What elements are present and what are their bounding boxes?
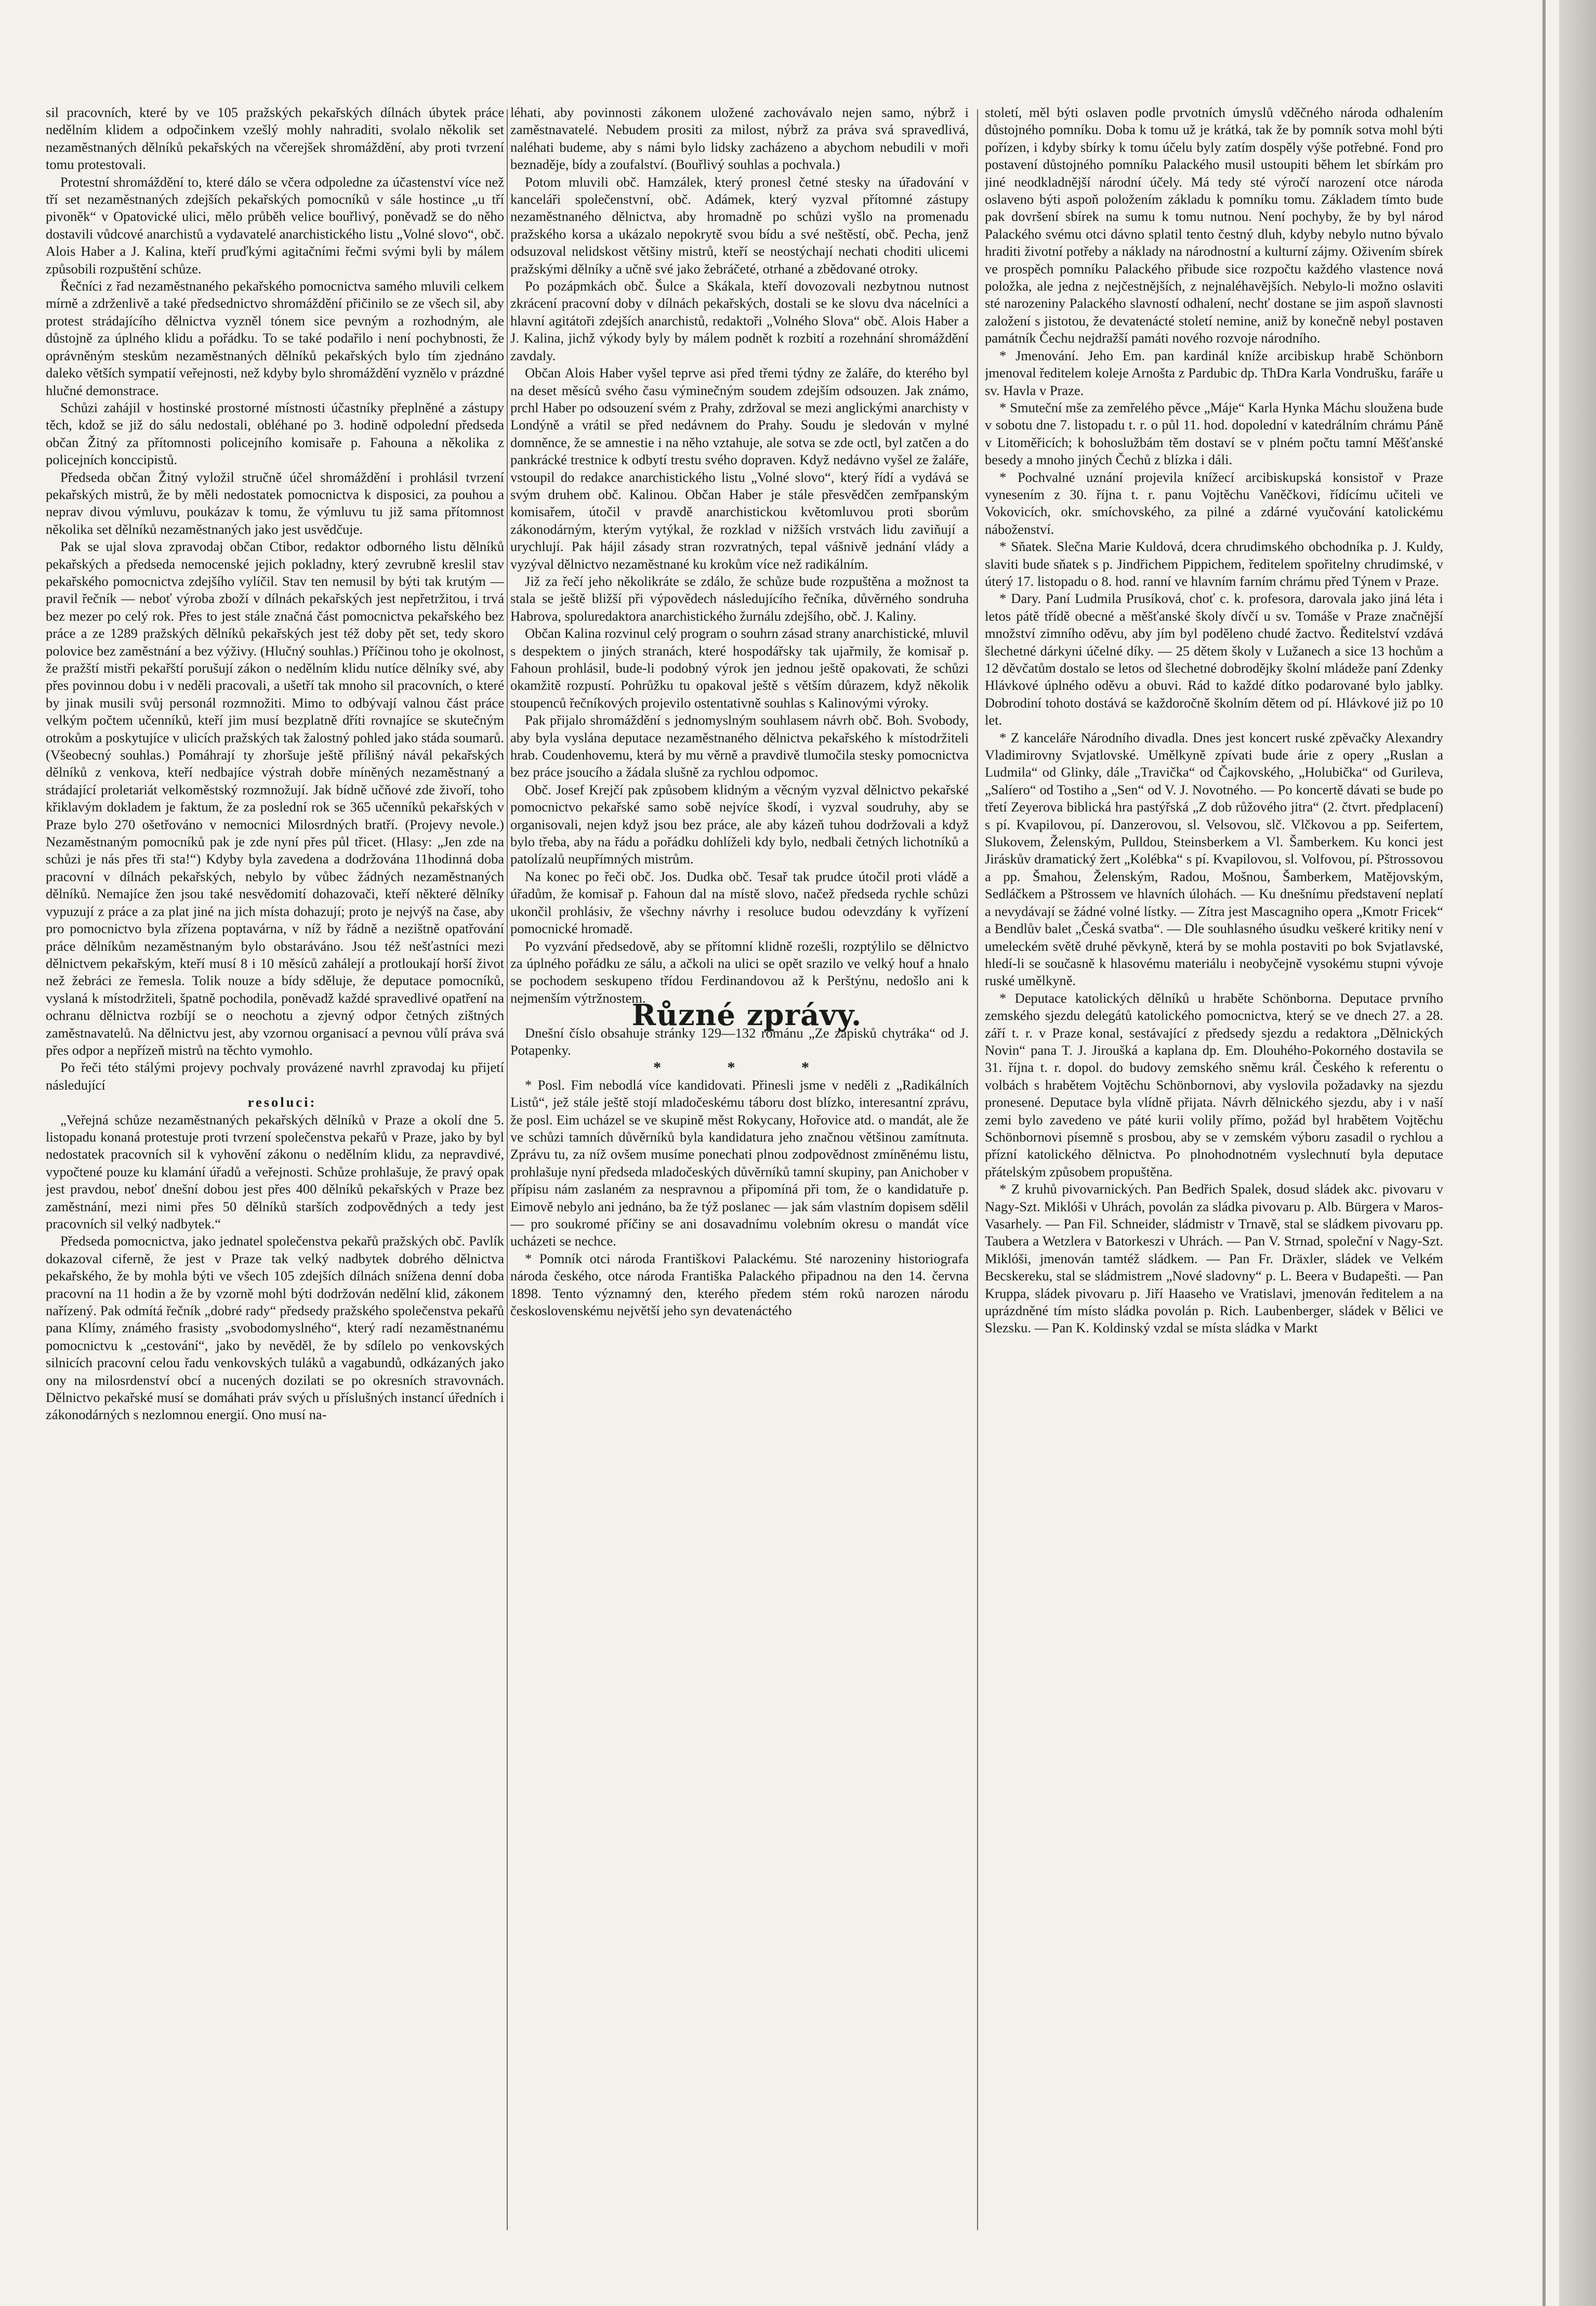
news-item: * Smuteční mše za zemřelého pěvce „Máje“ Karla Hynka Máchu sloužena bude v sobotu dne 7. listopadu t. r. o půl 11. hod. dopolední v katedrálním chrámu Páně v Litoměřicích; k bohoslužbám těm dostaví se v plném počtu tamní Měšťanské besedy a mnoho jiných Čechů z blízka i dáli. — [985, 399, 1443, 468]
paragraph: Předseda pomocnictva, jako jednatel společenstva pekařů pražských obč. Pavlík dokazoval ciferně, že jest v Praze tak velký nadbytek dobrého dělnictva pekařského, že by mohla býti ve všech 105 zdejších dílnách snížena denní doba pracovní na 11 hodin a že by vzorně mohl býti dodržován nedělní klid, zákonem nařízený. Pak odmítá řečník „dobré rady“ předsedy pražského společenstva pekařů pana Klímy, známého frasisty „svobodomyslného“, který radí nezaměstnanému pomocnictvu k „cestování“, jako by nevěděl, že by sdílelo po venkovských silnicích pracovní celou řadu venkovských tuláků a vagabundů, odkázaných jako ony na milosrdenství obcí a nucených dozilati se po okresních stravovnách. Dělnictvo pekařské musí se domáhati práv svých u příslušných instancí úředních i zákonodárných s nezlomnou energií. Ono musí na- — [46, 1233, 504, 1423]
news-item: * Z kanceláře Národního divadla. Dnes jest koncert ruské zpěvačky Alexandry Vladimirovny Svjatlovské. Umělkyně zpívati bude árie z opery „Ruslan a Ludmila“ od Glinky, dále „Travička“ od Čajkovského, „Holubička“ od Gurileva, „Salíero“ od Tostiho a „Sen“ od V. J. Novotného. — Po koncertě dávati se bude po třetí Zeyerova biblická hra pastýřská „Z dob růžového jitra“ (2. čtvrt. předplacení) s pí. Kvapilovou, pí. Danzerovou, sl. Velsovou, slč. Vlčkovou a pp. Seifertem, Slukovem, Želenským, Pulldou, Steinsberkem a Vl. Šamberkem. Ku konci jest Jiráskův dramatický žert „Kolébka“ s pí. Kvapilovou, sl. Volfovou, pí. Pštrossovou a pp. Šmahou, Želenským, Radou, Mošnou, Šamberkem, Matějovským, Sedláčkem a Pštrossem ve hlavních úlohách. — Ku dnešnímu představení neplatí a nevydávají se žádné volné lístky. — Zítra jest Mascagniho opera „Kmotr Fricek“ a Bendlův balet „Česká svatba“. — Dle souhlasného úsudku veškeré kritiky není v umeleckém světě druhé pěvkyně, která by se mohla postaviti po bok Svjatlavské, hledí-li se současně k hlasovému materiálu i neobyčejně vysokému stupni vývoje ruské umělkyně. — [985, 729, 1443, 989]
paragraph: Po řeči této stálými projevy pochvaly provázené navrhl zpravodaj ku přijetí následující — [46, 1059, 504, 1093]
column-1 — [46, 104, 504, 2256]
paragraph: Předseda občan Žitný vyložil stručně účel shromáždění i prohlásil tvrzení pekařských mistrů, že by měli nedostatek pomocnictva k disposici, za pouhou a neprav divou výmluvu, poukázav k tomu, že výmluvu tu již sama přítomnost několika set dělníků nezaměstnaných jako jest usvědčuje. — [46, 469, 504, 537]
news-item: * Dary. Paní Ludmila Prusíková, choť c. k. profesora, darovala jako jiná léta i letos pátě třídě obecné a měšťanské školy dívčí u sv. Tomáše v Praze značnější množství zimního oděvu, aby jím byl poděleno chudé žactvo. Ředitelství vzdává šlechetné dárkyni účelné díky. — 25 dětem školy v Lužanech a sice 13 hochům a 12 děvčatům dostalo se letos od šlechetné dobrodějky školní mládeže paní Zdenky Hlávkové úplného oděvu a obuvi. Rád to každé dítko podarované bylo jablky. Dobrodiní tohoto dostává se každoročně školním dětem od pí. Hlávkové již po 10 let. — [985, 591, 1443, 728]
paragraph: Občan Alois Haber vyšel teprve asi před třemi týdny ze žaláře, do kterého byl na deset měsíců svého času výminečným soudem zdejším odsouzen. Jak známo, prchl Haber po odsouzení svém z Prahy, zdržoval se mezi anglickými anarchisty v Londýně a vrátil se před nedávnem do Prahy. Soudu je sledován v mylné domněnce, že se amnestie i na něho vztahuje, ale sotva se zde octl, byl zatčen a do pankrácké trestnice k odbytí trestu svého dopraven. Když nedávno vyšel ze žaláře, vstoupil do redakce anarchistického listu „Volné slovo“, který řídí a vydává se svým druhem obč. Kalinou. Občan Haber je stále přesvědčen zemřpanským komisařem, útočil v pravdě anarchistickou květomluvou proti sborům zákonodárným, kterým vytýkal, že rozklad v nižších vrstvách lidu zaviňují a urychlují. Pak hájil zásady stran rozvratných, tepal vášnivě jednání vlády a vyzýval dělnictvo nezaměstnané ku krokům více než radikálním. — [510, 365, 969, 572]
news-item: * Pomník otci národa Františkovi Palackému. Sté narozeniny historiografa národa českého, otce národa Františka Palackého připadnou na den 14. června 1898. Tento významný den, kterého předem stém roků narozen národu československému největší jeho syn devatenáctého — [510, 1250, 969, 1319]
paragraph: léhati, aby povinnosti zákonem uložené zachovávalo nejen samo, nýbrž i zaměstnavatelé. Nebudem prositi za milost, nýbrž za práva svá spravedlivá, naléhati budeme, aby s námi bylo lidsky zacházeno a abychom nebudili v moři beznaděje, bídy a zoufalství. (Bouřlivý souhlas a pochvala.) — [510, 104, 969, 173]
news-item: * Z kruhů pivovarnických. Pan Bedřich Spalek, dosud sládek akc. pivovaru v Nagy-Szt. Miklóši v Uhrách, povolán za sládka pivovaru p. Alb. Bürgera v Maros-Vasarhely. — Pan Fil. Schneider, sládmistr v Trnavě, stal se sládkem pivovaru pp. Taubera a Wetzlera v Batorkeszi v Uhrách. — Pan V. Strnad, společní v Nagy-Szt. Miklóši, jmenován tamtéž sládkem. — Pan Fr. Dräxler, sládek ve Velkém Becskereku, stal se sládmistrem „Nové sladovny“ p. L. Beera v Budapešti. — Pan Kruppa, sládek pivovaru p. Jiří Haaseho ve Vratislavi, jmenován ředitelem a na uprázdněné tím místo sládka povolán p. Rich. Laubenberger, sládek v Bělici ve Slezsku. — Pan K. Koldinský vzdal se místa sládka v Markt — [985, 1181, 1443, 1336]
paragraph: Po pozápmkách obč. Šulce a Skákala, kteří dovozovali nezbytnou nutnost zkrácení pracovní doby v dílnách pekařských, dostali se ke slovu dva nácelníci a hlavní agitátoři zdejších anarchistů, redaktoři „Volného Slova“ obč. Alois Haber a J. Kalina, jichž výkody byly by málem podnět k rozbití a rozehnání shromáždění zavdaly. — [510, 278, 969, 363]
paragraph: Schůzi zahájil v hostinské prostorné místnosti účastníky přeplněné a zástupy těch, kdož se již do sálu nedostali, obléhané po 3. hodině odpolední předseda občan Žitný za přítomnosti policejního komisaře p. Fahouna a několika z policejních konccipistů. — [46, 399, 504, 468]
page-fold-shadow — [1542, 0, 1546, 2306]
page-edge — [1559, 0, 1596, 2306]
paragraph: sil pracovních, které by ve 105 pražských pekařských dílnách úbytek práce nedělním klidem a odpočinkem vzešlý mohly nahraditi, svolalo několik set nezaměstnaných dělníků pekařských na včerejšek shromáždění, aby proti tvrzení tomu protestovali. — [46, 104, 504, 173]
paragraph: Pak se ujal slova zpravodaj občan Ctibor, redaktor odborného listu dělníků pekařských a předseda nemocenské jejich pokladny, který zevrubně kreslil stav pekařského pomocnictva zdejšího vylíčil. Stav ten nemusil by býti tak krutým — pravil řečník — neboť výroba zboží v dílnách pekařských jest nepřetržitou, i trvá bez mezer po celý rok. Přes to jest stále značná část pomocnictva pekařského bez práce a ze 1289 pražských dělníků pekařských jest též doby pět set, tedy skoro polovice bez zaměstnání a bez výživy. (Hlučný souhlas.) Příčinou toho je okolnost, že pražští mistři pekařští porušují zákon o nedělním klidu nutíce dělníky své, aby přes povinnou dobu i v neděli pracovali, a ušetří tak mnoho sil pracovních, o které by jinak musili svůj personál rozmnožiti. Mimo to odbývají valnou část práce velkým počtem učenníků, kteří jim musí bezplatně dříti rovnajíce se skutečným otrokům a poskytujíce v ulicích pražských tak žalostný pohled jako stáda soumarů. (Všeobecný souhlas.) Pomáhrají ty zhoršuje ještě přílišný návál pekařských dělníků z venkova, kteří nedbajíce výstrah dobře míněných nezaměstnaný a strádající proletariát velkoměstský rozmnožují. Jak bídně učňové zde živoří, toho křiklavým dokladem je faktum, že za poslední rok se 365 učenníků pekařských v Praze bylo 270 ošetřováno v nemocnici Milosrdných bratří. (Projevy nevole.) Nezaměstnaným pomocníků pak je zde nyní přes půl třicet. (Hlasy: „Jen zde na schůzi je nás přes tři sta!“) Kdyby byla zavedena a dodržována 11hodinná doba pracovní v dílnách pekařských, nebylo by vůbec žádných nezaměstnaných dělníků. Nemajíce žen jsou také nesvědomití dohazovači, kteří některé dělníky vypuzují z práce a za plat jiné na jich místa dohazují; proto je nejvýš na čase, aby pro pomocnictvo byla zřízena poptavárna, v níž by řádně a nezištně opatřování práce dělníkům nezaměstnaným bylo obstaráváno. Jsou též nešťastníci mezi dělnictvem pekařským, kteří musí 8 i 10 měsíců zahálejí a protloukají horší život než žebráci ze řemesla. Tolik nouze a bídy sděluje, že deputace pomocníků, vyslaná k místodržiteli, špatně pochodila, poněvadž každé spravedlivé opatření na ochranu dělnictva rozbíjí se o neochotu a zjevný odpor četných zištných zaměstnavatelů. Na dělnictvu jest, aby vzornou organisací a pevnou vůlí práva svá přes odpor a nepřízeň mistrů na těchto vymohlo. — [46, 539, 504, 1058]
paragraph: Pak přijalo shromáždění s jednomyslným souhlasem návrh obč. Boh. Svobody, aby byla vyslána deputace nezaměstnaného dělnictva pekařského k místodržiteli hrab. Coudenhovemu, která by mu věrně a pravdivě tlumočila stesky pomocnictva bez práce jsoucího a žádala slušně za rychlou odpomoc. — [510, 712, 969, 780]
section-heading: Různé zprávy. — [631, 998, 862, 1033]
news-item: * Sňatek. Slečna Marie Kuldová, dcera chrudimského obchodníka p. J. Kuldy, slaviti bude sňatek s p. Jindřichem Pippichem, ředitelem spořitelny chrudimské, v úterý 17. listopadu o 8. hod. ranní ve hlavním farním chrámu před Týnem v Praze. — [985, 539, 1443, 589]
column-divider-2 — [977, 109, 978, 2230]
paragraph: Po vyzvání předsedově, aby se přítomní klidně rozešli, rozptýlilo se dělnictvo za úplného pořádku ze sálu, a ačkoli na ulici se opět srazilo ve velký houf a hnalo se pochodem seskupeno třídou Ferdinandovou až k Perštýnu, nedošlo ani k nejmenším výtržnostem. — [510, 938, 969, 1006]
paragraph: Potom mluvili obč. Hamzálek, který pronesl četné stesky na úřadování v kanceláři společenstvní, obč. Adámek, který vyzval přítomné zástupy nezaměstnaného dělnictva, aby hromadně po schůzi vyšlo na promenadu pražského korsa a ukázalo nepokrytě svou bídu a své neštěstí, obč. Pecha, jenž odsuzoval nelidskost většiny mistrů, kteří se neostýchají nechati choditi ulicemi pražskými dělníky a učně své jako žebráčeté, otrhané a zbědované otroky. — [510, 174, 969, 277]
column-divider-1 — [507, 109, 508, 2230]
paragraph: Na konec po řeči obč. Jos. Dudka obč. Tesař tak prudce útočil proti vládě a úřadům, že komisař p. Fahoun dal na místě slovo, načež předseda rychle schůzi ukončil prohlásiv, že všechny návrhy i resoluce budou odevzdány k vyřízení pomocnické hromadě. — [510, 868, 969, 937]
paragraph: Řečníci z řad nezaměstnaného pekařského pomocnictva samého mluvili celkem mírně a zdrženlivě a také předsednictvo shromáždění přičinilo se ze všech sil, aby protest strádajícího dělnictva vyzněl tónem sice pevným a rozhodným, ale důstojně za úplného klidu a pořádku. To se také podařilo i není pochybnosti, že oprávněným steskům nezaměstnaných dělníků pekařských bylo tím zjednáno daleko větších sympatií veřejnosti, než kdyby bylo shromáždění vyznělo v prázdné hlučné demonstrace. — [46, 278, 504, 398]
news-item: * Deputace katolických dělníků u hraběte Schönborna. Deputace prvního zemského sjezdu delegátů katolického pomocnictva, který se ve dnech 27. a 28. září t. r. v Praze konal, sestávající z předsedy sjezdu a redaktora „Dělnických Novin“ pana T. J. Jiroušká a kaplana dp. Em. Dlouhého-Pokorného dostavila se 31. října t. r. dopol. do budovy zemského sněmu král. Českého k referentu o volbách s hrabětem Vojtěchu Schönbornovi, aby vyslovila požadavky na sjezdu pronesené. Deputace byla vlídně přijata. Návrh dělnického sjezdu, aby i v naší zemi bylo zavedeno ve páté kurii volily přímo, požád byl hrabětem Vojtěchu Schönbornovi písemně s prosbou, aby se v zemském výboru zasadil o rychlou a přízní katolického dělnictva. Po plnohodnotném vyslechnutí byla deputace přátelským způsobem propuštěna. — [985, 990, 1443, 1180]
resolution-heading: resoluci: — [247, 1094, 317, 1110]
paragraph: Občan Kalina rozvinul celý program o souhrn zásad strany anarchistické, mluvil s despektem o jiných stranách, které hospodářsky tak ujařmily, že komisař p. Fahoun prohlásil, bude-li podobný výrok jen jednou ještě opakovati, že schůzi okamžitě rozpustí. Pohrůžku tu opakoval ještě s větším důrazem, když několik stoupenců řečníkových projevilo ostentativně souhlas s Kalinovými výroky. — [510, 625, 969, 711]
news-item: * Jmenování. Jeho Em. pan kardinál kníže arcibiskup hrabě Schönborn jmenoval ředitelem koleje Arnošta z Pardubic dp. ThDra Karla Vondrušku, faráře u sv. Havla v Praze. — [985, 347, 1443, 398]
paragraph: Již za řečí jeho několikráte se zdálo, že schůze bude rozpuštěna a možnost ta stala se ještě bližší při výpovědech následujícího řečníka, důvěrného sondruha Habrova, spoluredaktora anarchistického žurnálu zdejšího, obč. J. Kaliny. — [510, 573, 969, 624]
section-intro: Dnešní číslo obsahuje stránky 129—132 románu „Ze zápisků chytráka“ od J. Potapenky. — [510, 1025, 969, 1058]
paragraph: století, měl býti oslaven podle prvotních úmyslů vděčného národa odhalením důstojného pomníku. Doba k tomu už je krátká, tak že by pomník sotva mohl býti pořízen, i kdyby sbírky k tomu účelu byly zatím dospěly výše potřebné. Fond pro postavení důstojného pomníku Palackého musil ustoupiti během let sbírkám pro jiné neodkladnější národní účely. Má tedy sté výročí narození otce národa oslaveno býti aspoň položením základu k pomníku tomu. Základem tímto bude pak dovršení sbírek na sumu k tomu nutnou. Není pochyby, že by byl národ Palackého svému otci dávno splatil tento čestný dluh, kdyby nebylo nutno bývalo hraditi životní potřeby a náklady na národnostní a kulturní zájmy. Oživením sbírek ve prospěch pomníku Palackého přibude sice rozpočtu každého vlastence nová položka, ale jedna z nejčestnějších, z nejnaléhavějších. Nebylo-li možno oslaviti sté narozeniny Palackého slavností odhalení, nechť dostane se jim aspoň slavnosti založení s jistotou, že devatenácté století nemine, aniž by konečně nebyl postaven památník Čechu nejdražší památi nového rozvoje národního. — [985, 104, 1443, 346]
paragraph: „Veřejná schůze nezaměstnaných pekařských dělníků v Praze a okolí dne 5. listopadu konaná protestuje proti tvrzení společenstva pekařů v Praze, jako by byl nedostatek pracovních sil k vyhovění zákonu o nedělním klidu, za nepravdivé, vypočtené pouze ku klamání úřadů a veřejnosti. Schůze prohlašuje, že pravý opak jest pravdou, neboť dnešní dobou jest přes 400 dělníků pekařských v Praze bez zaměstnání, mezi nimi přes 50 dělníků starších zodpovědných a tedy jest pracovních sil velký nadbytek.“ — [46, 1111, 504, 1231]
column-3 — [985, 104, 1443, 2256]
paragraph: Protestní shromáždění to, které dálo se včera odpoledne za účastenství více než tří set nezaměstnaných zdejších pekařských pomocníků v sále hostince „u tří pivoněk“ v Opatovické ulici, mělo průběh velice bouřlivý, poněvadž se do něho dostavili vůdcové anarchistů a vydavatelé anarchistického listu „Volné slovo“, obč. Alois Haber a J. Kalina, kteří pruďkými agitačními řečmi svými byli by málem způsobili rozpuštění schůze. — [46, 174, 504, 277]
section-stars: * * * — [653, 1059, 840, 1077]
paragraph: Obč. Josef Krejčí pak způsobem klidným a věcným vyzval dělnictvo pekařské pomocnictvo pekařské samo sobě nejvíce škodí, i vyzval soudruhy, aby se organisovali, nejen když jsou bez práce, ale aby kázeň tuhou dodržovali a když bylo třeba, aby na řádu a pořádku dohlíželi kdy bylo, nedbali četných lichotníků a patolízalů neupřímných mistrům. — [510, 781, 969, 867]
news-item: * Posl. Fim nebodlá více kandidovati. Přinesli jsme v neděli z „Radikálních Listů“, jež stále ještě stojí mladočeskému táboru dost blízko, interesantní zprávu, že posl. Eim ucházel se ve skupině měst Rokycany, Hořovice atd. o mandát, ale že ve schůzi tamních důvěrníků byla kandidatura jeho značnou většinou zamítnuta. Zprávu tu, za níž ovšem musíme ponechati plnou zodpovědnost zmíněnému listu, prohlašuje nyní předseda mladočeských důvěrníků tamní skupiny, pan Anichober v přípisu nám zaslaném za nespravnou a připomíná při tom, že o kandidatuře p. Eimově nebylo ani jednáno, ba že týž poslanec — jak sám vlastním dopisem sdělil — pro soukromé příčiny se ani dosavadnímu volebním okresu o mandát více ucházeti se nechce. — [510, 1077, 969, 1249]
column-2 — [510, 104, 969, 2256]
news-item: * Pochvalné uznání projevila knížecí arcibiskupská konsistoř v Praze vynesením z 30. října t. r. panu Vojtěchu Vaněčkovi, řídícímu učiteli ve Vokovicích, okr. smíchovského, za pilné a zdárné vyučování katolickému náboženství. — [985, 469, 1443, 537]
